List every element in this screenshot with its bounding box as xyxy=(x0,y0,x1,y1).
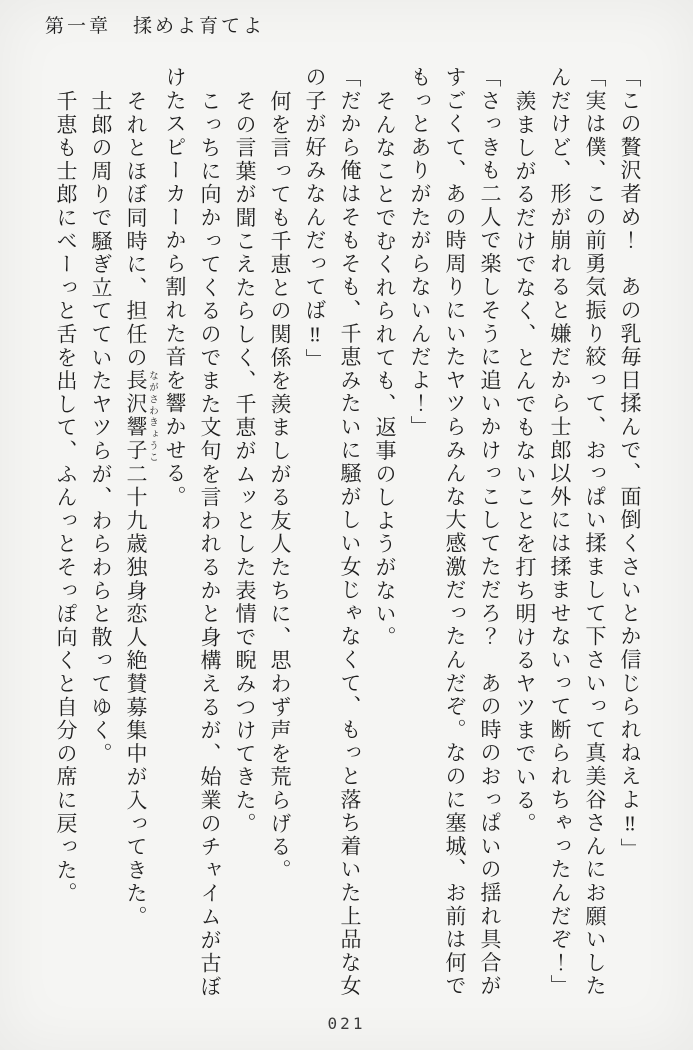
text-line: すごくて、あの時周りにいたヤツらみんな大感激だったんだぞ。なのに塞城、お前は何で xyxy=(443,66,467,998)
text-line: 千恵も士郎にべーっと舌を出して、ふんっとそっぽ向くと自分の席に戻った。 xyxy=(54,89,78,905)
text-line: 羨ましがるだけでなく、とんでもないことを打ち明けるヤツまでいる。 xyxy=(513,89,537,836)
text-line: そんなことでむくれられても、返事のしようがない。 xyxy=(373,89,397,649)
text-line: 士郎の周りで騒ぎ立てていたヤツらが、わらわらと散ってゆく。 xyxy=(89,89,113,766)
text-line: 「だから俺はそもそも、千恵みたいに騒がしい女じゃなくて、もっと落ち着いた上品な女 xyxy=(338,66,362,998)
running-header: 第一章 揉めよ育てよ xyxy=(45,16,266,37)
page-number: 021 xyxy=(327,1014,366,1033)
text-line: 「さっきも二人で楽しそうに追いかけっこしてただろ？ あの時のおっぱいの揺れ具合が xyxy=(478,66,502,998)
text-line: もっとありがたがらないんだよ！」 xyxy=(408,66,432,439)
text-line: 「この贅沢者め！ あの乳毎日揉んで、面倒くさいとか信じられねえよ‼」 xyxy=(618,66,642,862)
ruby-annotated-name: 長沢響子 ながさわきょうこ xyxy=(124,369,157,463)
text-line: んだけど、形が崩れると嫌だから士郎以外には揉ませないって断られちゃったんだぞ！」 xyxy=(548,66,572,998)
text-line: 何を言っても千恵との関係を羨ましがる友人たちに、思わず声を荒らげる。 xyxy=(268,89,292,882)
text-line: の子が好みなんだってば‼」 xyxy=(303,66,327,372)
text-line: こっちに向かってくるのでまた文句を言われるかと身構えるが、始業のチャイムが古ぼ xyxy=(198,89,222,999)
text-line: けたスピーカーから割れた音を響かせる。 xyxy=(163,66,187,509)
text-line: その言葉が聞こえたらしく、千恵がムッとした表情で睨みつけてきた。 xyxy=(233,89,257,836)
text-line: それとほぼ同時に、担任の長沢響子 ながさわきょうこ二十九歳独身恋人絶賛募集中が入ってきた。 xyxy=(124,89,157,929)
text-body xyxy=(43,66,647,1014)
text-line: 「実は僕、この前勇気振り絞って、おっぱい揉まして下さいって真美谷さんにお願いした xyxy=(583,66,607,998)
